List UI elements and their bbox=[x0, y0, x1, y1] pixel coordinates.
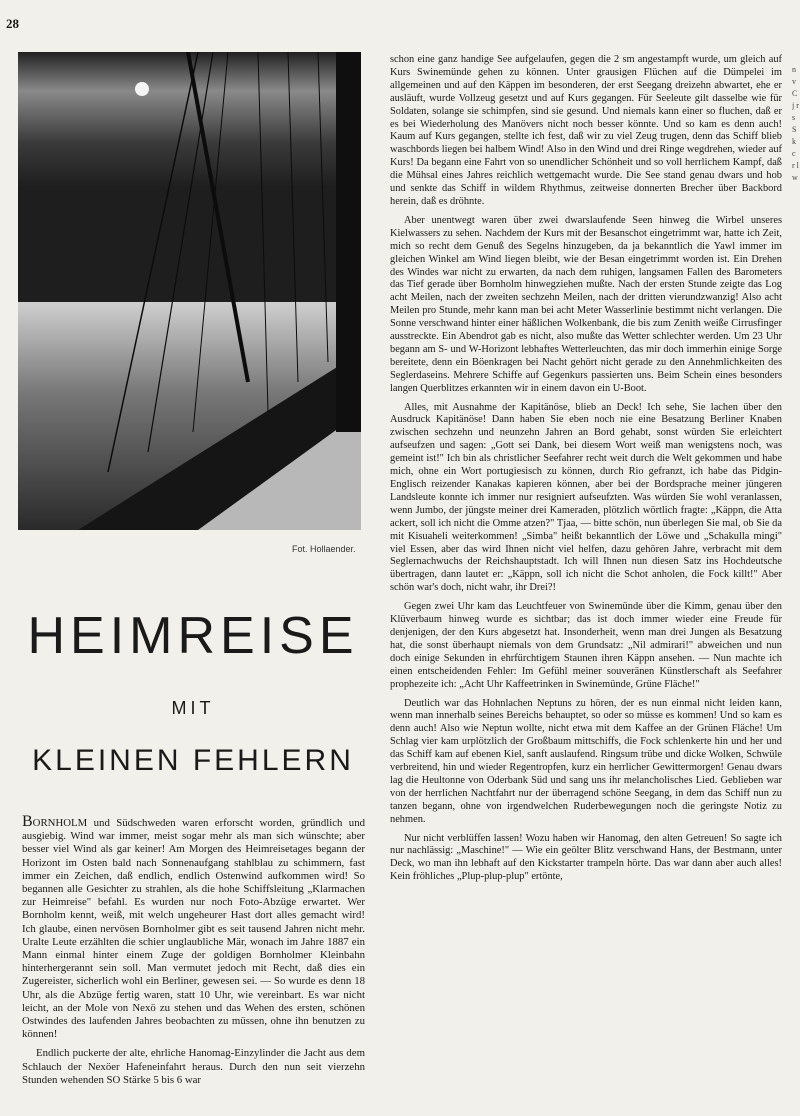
sailing-photo bbox=[18, 52, 361, 530]
left-column bbox=[22, 814, 365, 1093]
paragraph: Deutlich war das Hohnlachen Neptuns zu hören, der es nun einmal nicht leiden kann, wenn man innerhalb seines Bereichs behauptet, so oder so müsse es kommen! Und so kam es denn auch! Also wie Neptun wollte, nicht etwa mit dem Kaffee an der Grünen Fläche! Um Schlag vier kam urplötzlich der Großbaum mittschiffs, die Fock schlenkerte hin und her und das Schiff kam auf ebenen Kiel, sanft auslaufend. Ringsum trübe und dicke Wolken, Schwüle verbreitend, hin und wieder Regentropfen, kurz ein herrlicher Gewittermorgen! Genau dwars lag die Heultonne von Oderbank Süd und sang uns ihr melancholisches Lied. Geblieben war von der herrlichen Nachtfahrt nur der überragend schöne Seegang, in dem das Schiff nun zu tanzen begann, ohne von irgendwelchen Ruderbewegungen noch die geringste Notiz zu nehmen. bbox=[390, 697, 782, 825]
article-subtitle: KLEINEN FEHLERN bbox=[32, 744, 354, 777]
article-title-connector: MIT bbox=[171, 698, 215, 718]
drop-letter: B bbox=[22, 813, 33, 830]
paragraph: BORNHOLM und Südschweden waren erforscht worden, gründlich und ausgiebig. Wind war immer, meist sogar mehr als man sich wünschte; aber besser viel Wind als gar keiner! Am Morgen des Heimreisetages begann der Horizont im Osten bald nach Sonnenaufgang stahlblau zu schimmern, fast immer ein Zeichen, daß endlich, endlich Ostenwind aufkommen wird! So begannen alle Gesichter zu strahlen, als die hohe Schiffsleitung „Klarmachen zur Heimreise" befahl. Es wurden nur noch Foto-Abzüge erwartet. Wer Bornholm kennt, weiß, mit welch ungeheurer Hast dort alles gemacht wird! Ich glaube, einen nervösen Bornholmer gibt es seit tausend Jahren nicht mehr. Uralte Leute erzählten die schier unglaubliche Mär, wonach im Jahre 1887 ein Mann einmal hinter einem Zuge der goldigen Bornholmer Kleinbahn hinterhergerannt sein soll. Man vermutet jedoch mit Recht, daß dies ein Zugereister, sicherlich wohl ein Berliner, gewesen sei. — So wurde es denn 18 Uhr, als die Abzüge fertig waren, statt 10 Uhr, wie vereinbart. Es war nicht leicht, an der Mole von Nexö zu stehen und das Wehen des ersten, schönen Ostwindes des laufenden Jahres beobachten zu müssen, ohne ihn benutzen zu können! bbox=[22, 813, 365, 1041]
moonlit-sea-image bbox=[18, 52, 361, 530]
right-column bbox=[390, 54, 782, 890]
photo-credit: Fot. Hollaender. bbox=[292, 544, 356, 554]
article-title: HEIMREISE bbox=[27, 607, 359, 665]
paragraph: Endlich puckerte der alte, ehrliche Hanomag-Einzylinder die Jacht aus dem Schlauch der Nexöer Hafeneinfahrt heraus. Durch den nun seit vierzehn Stunden wehenden SO Stärke 5 bis 6 war bbox=[22, 1047, 365, 1086]
paragraph: schon eine ganz handige See aufgelaufen, gegen die 2 sm angestampft wurde, um gleich auf Kurs Swinemünde gehen zu können. Unter grausigen Flüchen auf die Dümpelei im allgemeinen und auf den Käppen im besonderen, der erst Seegang dreizehn abwartet, ehe er ausläuft, wurde Vollzeug gesetzt und auf Kurs gegangen. Für Seeleute gilt dasselbe wie für Soldaten, solange sie schimpfen, sind sie gesund. Und niemals kann einer so fluchen, daß er es bei Wiederholung des Manövers nicht noch besser könnte. Und so kam es denn auch! Kaum auf Kurs gegangen, stellte ich fest, daß wir zu viel Zeug trugen, denn das Schiff blieb waschbords liegen bei halbem Wind! Also in den Wind und drei Ringe wegdrehen, wieder auf Kurs! Da begann eine Fahrt von so unendlicher Schönheit und so voll herrlichem Kampf, daß die Mühsal eines Jahres reichlich wettgemacht wurde. Die See stand genau dwars und hob und senkte das Schiff in wildem Rhythmus, zeitweise donnerten Brecher über Backbord herein, daß es dröhnte. bbox=[390, 54, 782, 207]
paragraph: Gegen zwei Uhr kam das Leuchtfeuer von Swinemünde über die Kimm, genau über den Klüverbaum hinweg wurde es sichtbar; das ist doch immer wieder eine Freude für denjenigen, der den Kurs abgesetzt hat. Insonderheit, wenn man drei Jungen als Besatzung hat, die sonst überhaupt niemals von dem Grundsatz: „Nil admirari!" abweichen und nun doch einige Sekunden in ehrfürchtigem Staunen ihren Käppn ansehen. — Nun machte ich einen entscheidenden Fehler: Im Gefühl meiner souveränen Künstlerschaft als Seefahrer prophezeite ich: „Acht Uhr Kaffeetrinken in Swinemünde, Grüne Fläche!" bbox=[390, 601, 782, 690]
adjacent-page-edge: n v C j r s S k c r l w bbox=[792, 65, 799, 182]
page-number: 28 bbox=[6, 16, 19, 31]
paragraph: Alles, mit Ausnahme der Kapitänöse, blieb an Deck! Ich sehe, Sie lachen über den Ausdruck Kapitänöse! Dann haben Sie eben noch nie eine Besatzung Berliner Knaben zwischen sechzehn und neunzehn Jahren an Bord gehabt, sonst würden Sie erleichtert aufseufzen und sagen: „Gott sei Dank, bei diesem Wort weiß man wenigstens noch, was gemeint ist!" Ich bin als christlicher Seefahrer recht weit durch die Welt gekommen und habe mich, ohne ein Wort portugiesisch zu können, durch Rio gefranzt, ich habe das Pidgin-Englisch reizender Kanakas kapieren können, aber bei der Bordsprache meiner jüngeren Landsleute konnte ich immer nur resigniert aufseufzten. Was würden Sie wohl veranlassen, wenn Jumbo, der jüngste meiner drei Kameraden, plötzlich wörtlich fragte: „Käppn, die Atta ackert, soll ich nicht die Omme atzen?" Tjaa, — bitte schön, nun überlegen Sie mal, ob Sie da mit Kisuaheli weiterkommen! „Simba" heißt bekanntlich der Löwe und „Schakulla mingi" viel Essen, aber das wird Ihnen nicht viel helfen, dazu gehören Jahre, verbracht mit dem Seglernachwuchs der Reichshauptstadt. Ich will Ihnen nun diesen Satz ins Hochdeutsche übertragen, dann lautet er: „Käppn, soll ich nicht die Schot anholen, die Fock killt!" Aber schön war's doch, nicht wahr, ihr Drei?! bbox=[390, 401, 782, 594]
paragraph: Aber unentwegt waren über zwei dwarslaufende Seen hinweg die Wirbel unseres Kielwassers zu sehen. Nachdem der Kurs mit der Besanschot eingetrimmt war, hatte ich Zeit, mich so recht dem Genuß des Segelns hinzugeben, da ja bekanntlich die Yawl immer im gleichen Winkel am Wind liegen bleibt, wie der Besan eingetrimmt worden ist. Ein Drehen des Windes war nicht zu erwarten, da nach dem ruhigen, langsamen Fallen des Barometers das Tief gerade über Bornholm hinwegziehen mußte. Nach der ersten Stunde zeigte das Log acht Meilen, nach der zweiten sechzehn Meilen, nach der dritten vierundzwanzig! Also acht Meilen pro Stunde, mehr kann man bei acht Meter Wasserlinie bestimmt nicht verlangen. Die Sonne verschwand hinter einer häßlichen Wolkenbank, die bis zum Zenith weiße Cirrusfinger ausstreckte. Ein Abendrot gab es nicht, also mußte das Wetter schlechter werden. Um 23 Uhr begann am S- und W-Horizont lebhaftes Wetterleuchten, das mir doch immerhin einige Sorge bereitete, denn ein Böenkragen bei Nacht gehört nicht gerade zu den Annehmlichkeiten des Seglerdaseins. Mehrere Schiffe auf Gegenkurs passierten uns. Beim Schein eines besonders langen Querblitzes erkannten wir in einem davon ein U-Boot. bbox=[390, 214, 782, 394]
paragraph: Nur nicht verblüffen lassen! Wozu haben wir Hanomag, den alten Getreuen! So sagte ich nur nachlässig: „Maschine!" — Wie ein geölter Blitz verschwand Hans, der Bestmann, unter Deck, wo man ihn lebhaft auf den Kickstarter trampeln hörte. Das war dann aber auch alles! Kein fröhliches „Plup-plup-plup" ertönte, bbox=[390, 832, 782, 883]
